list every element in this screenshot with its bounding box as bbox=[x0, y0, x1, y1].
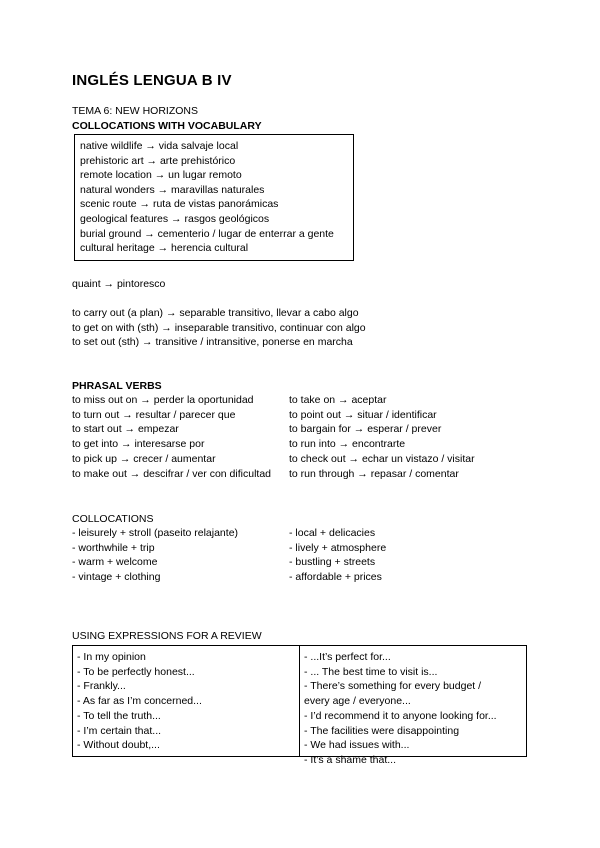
collocation-item: - local + delicacies bbox=[289, 527, 376, 539]
page-title: INGLÉS LENGUA B IV bbox=[72, 72, 232, 89]
phrasal-left-column bbox=[72, 393, 271, 481]
vocab-item: geological features → rasgos geológicos bbox=[80, 212, 270, 225]
review-table bbox=[72, 645, 527, 766]
collocations-heading: COLLOCATIONS bbox=[72, 513, 154, 525]
vocab-heading: COLLOCATIONS WITH VOCABULARY bbox=[72, 120, 262, 132]
collocation-item: - leisurely + stroll (paseito relajante) bbox=[72, 527, 239, 539]
collocations-right-column bbox=[289, 526, 386, 585]
verbs-list bbox=[72, 306, 366, 350]
review-expression: - ...It’s perfect for... bbox=[304, 651, 391, 663]
phrasal-item: to start out → empezar bbox=[72, 423, 179, 436]
vocab-item: burial ground → cementerio / lugar de enterrar a gente bbox=[80, 227, 334, 240]
review-expression: - I’d recommend it to anyone looking for... bbox=[304, 709, 497, 722]
phrasal-item: to run into → encontrarte bbox=[289, 438, 406, 451]
collocation-item: - worthwhile + trip bbox=[72, 541, 155, 554]
phrasal-item: to pick up → crecer / aumentar bbox=[72, 452, 216, 465]
review-left-cell bbox=[73, 646, 300, 756]
review-expression: - Frankly... bbox=[77, 680, 126, 693]
vocab-item: scenic route → ruta de vistas panorámicas bbox=[80, 198, 279, 211]
review-expression: - Without doubt,... bbox=[77, 739, 160, 752]
collocation-item: - bustling + streets bbox=[289, 556, 376, 569]
phrasal-item: to take on → aceptar bbox=[289, 394, 387, 406]
vocab-item: native wildlife → vida salvaje local bbox=[80, 140, 239, 152]
verb-line: to get on with (sth) → inseparable transitivo, continuar con algo bbox=[72, 321, 366, 334]
review-expression: - I’m certain that... bbox=[77, 724, 162, 737]
vocab-box bbox=[74, 134, 354, 261]
review-expression: - ... The best time to visit is... bbox=[304, 665, 438, 678]
phrasal-item: to get into → interesarse por bbox=[72, 438, 205, 451]
collocations-left-column bbox=[72, 526, 238, 585]
vocab-item: cultural heritage → herencia cultural bbox=[80, 242, 249, 255]
phrasal-item: to miss out on → perder la oportunidad bbox=[72, 394, 254, 406]
review-expression: - To be perfectly honest... bbox=[77, 665, 195, 678]
verb-line: to carry out (a plan) → separable transitivo, llevar a cabo algo bbox=[72, 307, 359, 319]
review-right-cell bbox=[300, 646, 526, 766]
collocation-item: - affordable + prices bbox=[289, 571, 382, 584]
tema-subtitle: TEMA 6: NEW HORIZONS bbox=[72, 105, 199, 117]
phrasal-right-column bbox=[289, 393, 475, 481]
review-expression: - In my opinion bbox=[77, 651, 146, 663]
quaint-line: quaint → pintoresco bbox=[72, 278, 166, 290]
review-expression: - It’s a shame that... bbox=[304, 753, 397, 766]
phrasal-item: to check out → echar un vistazo / visitar bbox=[289, 452, 475, 465]
vocab-item: remote location → un lugar remoto bbox=[80, 169, 242, 182]
review-expression: - To tell the truth... bbox=[77, 709, 161, 722]
collocation-item: - warm + welcome bbox=[72, 556, 158, 569]
review-heading: USING EXPRESSIONS FOR A REVIEW bbox=[72, 630, 262, 642]
collocation-item: - lively + atmosphere bbox=[289, 541, 387, 554]
phrasal-item: to point out → situar / identificar bbox=[289, 408, 437, 421]
vocab-item: natural wonders → maravillas naturales bbox=[80, 183, 265, 196]
review-expression: - As far as I’m concerned... bbox=[77, 695, 202, 708]
phrasal-heading: PHRASAL VERBS bbox=[72, 380, 162, 392]
phrasal-item: to run through → repasar / comentar bbox=[289, 467, 459, 480]
review-expression: - We had issues with... bbox=[304, 739, 410, 752]
phrasal-item: to make out → descifrar / ver con dificultad bbox=[72, 467, 272, 480]
review-expression: - There’s something for every budget / bbox=[304, 680, 482, 693]
vocab-item: prehistoric art → arte prehistórico bbox=[80, 154, 236, 167]
review-expression: - The facilities were disappointing bbox=[304, 724, 460, 737]
phrasal-item: to turn out → resultar / parecer que bbox=[72, 408, 236, 421]
collocation-item: - vintage + clothing bbox=[72, 571, 161, 584]
phrasal-item: to bargain for → esperar / prever bbox=[289, 423, 442, 436]
verb-line: to set out (sth) → transitive / intransitive, ponerse en marcha bbox=[72, 336, 353, 349]
review-expression: every age / everyone... bbox=[304, 695, 411, 708]
